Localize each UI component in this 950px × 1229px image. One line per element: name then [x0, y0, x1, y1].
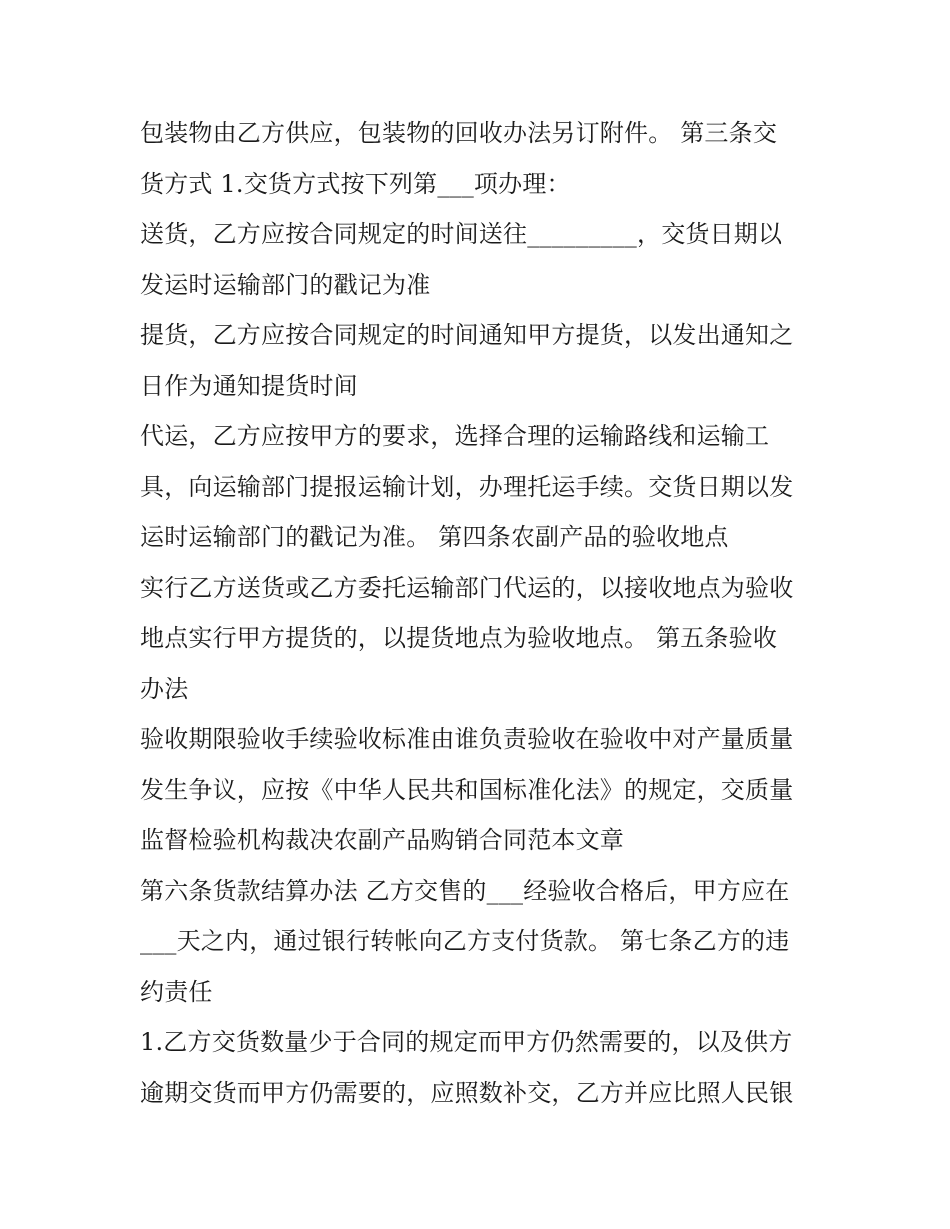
text-line: 代运，乙方应按甲方的要求，选择合理的运输路线和运输工: [140, 422, 770, 450]
text-line: 验收期限验收手续验收标准由谁负责验收在验收中对产量质量: [140, 725, 794, 753]
text-line: 1.乙方交货数量少于合同的规定而甲方仍然需要的，以及供方: [140, 1028, 793, 1056]
text-line: 发生争议，应按《中华人民共和国标准化法》的规定，交质量: [140, 775, 794, 804]
text-line: 监督检验机构裁决农副产品购销合同范本文章: [140, 826, 624, 854]
text-line: 提货，乙方应按合同规定的时间通知甲方提货，以发出通知之: [140, 321, 794, 349]
text-line: 日作为通知提货时间: [140, 371, 358, 400]
text-line: 送货，乙方应按合同规定的时间送往_________，交货日期以: [140, 220, 783, 248]
document-body: [140, 108, 820, 1118]
text-line: 实行乙方送货或乙方委托运输部门代运的，以接收地点为验收: [140, 573, 794, 602]
text-line: 第六条货款结算办法 乙方交售的___经验收合格后，甲方应在: [140, 876, 790, 905]
text-line: 运时运输部门的戳记为准。 第四条农副产品的验收地点: [140, 523, 729, 551]
text-line: 具，向运输部门提报运输计划，办理托运手续。交货日期以发: [140, 472, 794, 501]
text-line: 逾期交货而甲方仍需要的，应照数补交，乙方并应比照人民银: [140, 1078, 794, 1107]
text-line: 约责任: [140, 977, 213, 1006]
text-line: 包装物由乙方供应，包装物的回收办法另订附件。 第三条交: [140, 119, 778, 147]
text-line: 办法: [140, 674, 189, 703]
text-line: ___天之内，通过银行转帐向乙方支付货款。 第七条乙方的违: [140, 927, 790, 955]
text-line: 发运时运输部门的戳记为准: [140, 270, 431, 299]
text-line: 地点实行甲方提货的，以提货地点为验收地点。 第五条验收: [140, 624, 778, 652]
text-line: 货方式 1.交货方式按下列第___项办理：: [140, 169, 571, 198]
